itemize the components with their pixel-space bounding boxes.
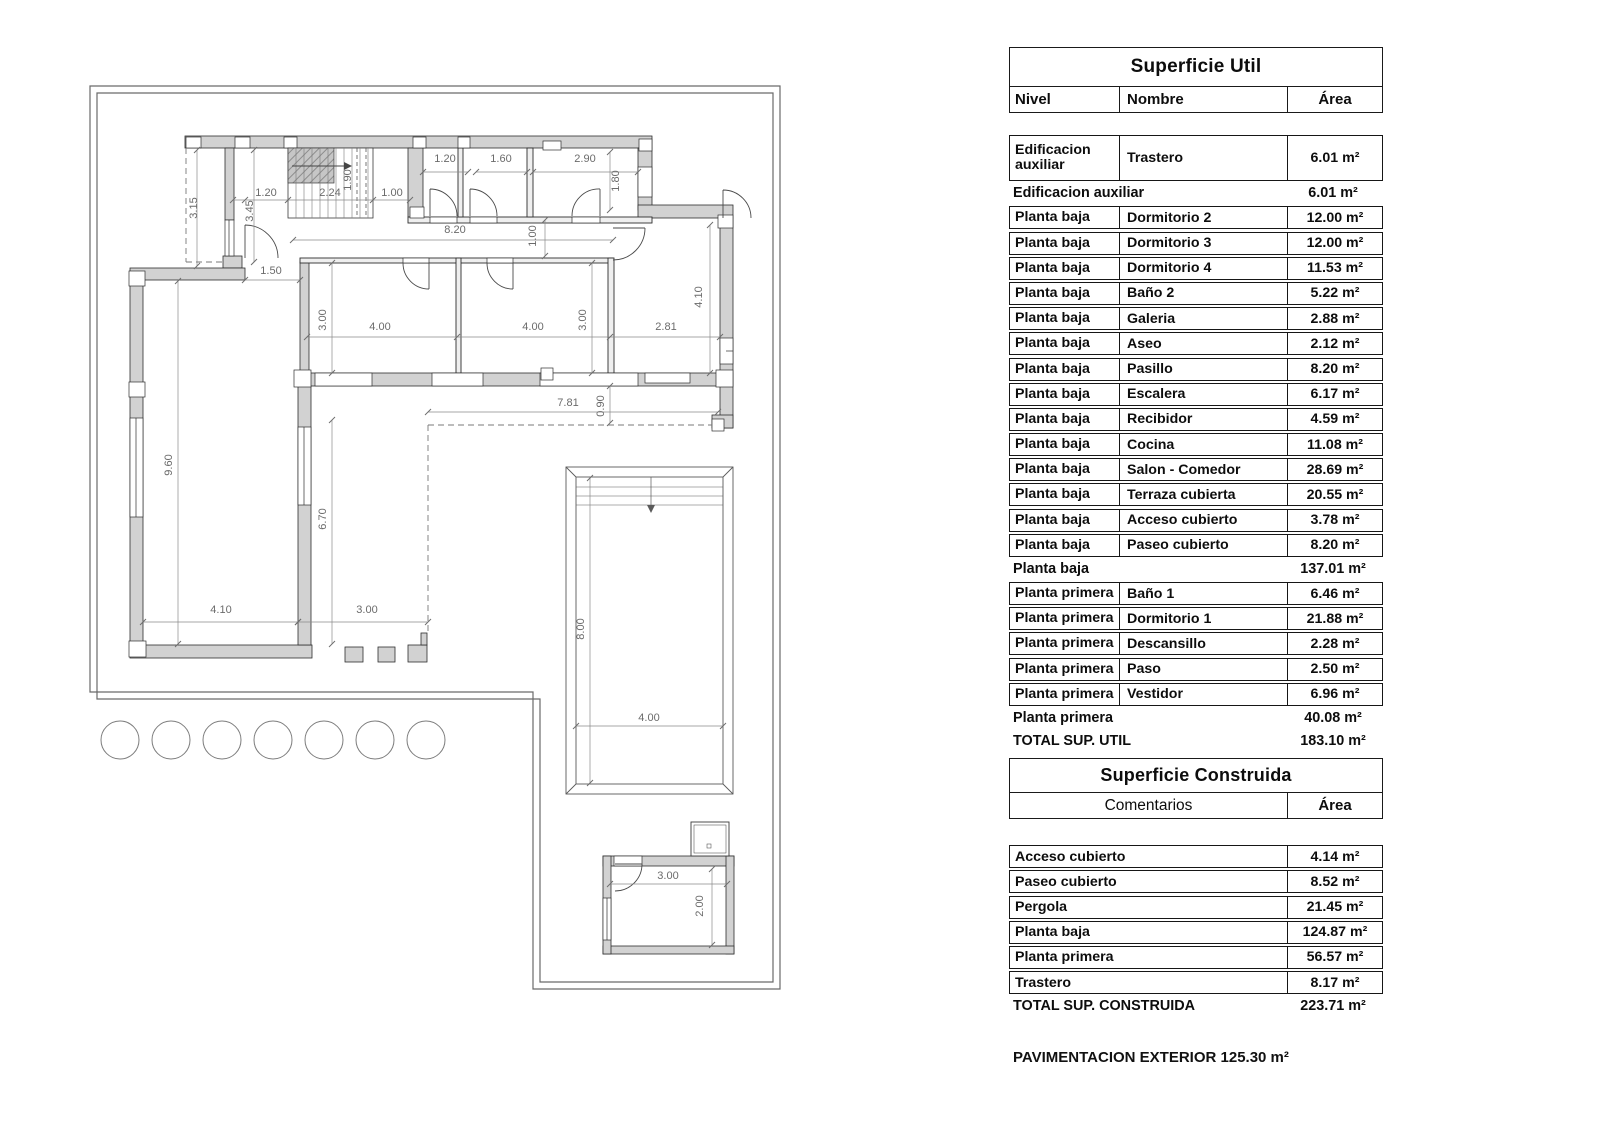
table-cell: 8.52 m²	[1310, 873, 1360, 890]
table-cell: Trastero	[1010, 972, 1288, 993]
table-cell: 21.45 m²	[1306, 899, 1364, 916]
dimension-label: 1.50	[260, 265, 282, 277]
table-cell: 2.50 m²	[1310, 661, 1360, 678]
table-cell: 8.20 m²	[1310, 537, 1360, 554]
table-cell: Planta baja	[1010, 459, 1120, 480]
table-cell: Planta baja	[1010, 308, 1120, 329]
staircase	[288, 148, 373, 218]
table-row	[1009, 232, 1383, 255]
table-row	[1009, 683, 1383, 706]
dimension-label: 9.60	[163, 454, 175, 476]
table-cell: Planta baja	[1010, 484, 1120, 505]
table-row	[1009, 534, 1383, 557]
table-row	[1009, 358, 1383, 381]
windows-and-pillars	[129, 137, 733, 940]
dimension-label: 1.00	[381, 187, 403, 199]
door-arcs	[245, 189, 751, 891]
superficie-construida-table	[1009, 758, 1383, 1017]
table-cell: Planta baja	[1010, 333, 1120, 354]
table-row	[1009, 607, 1383, 630]
table-cell: Planta primera	[1010, 947, 1288, 968]
superficie-util-title: Superficie Util	[1009, 47, 1383, 87]
dimension-label: 1.80	[610, 170, 622, 192]
table-row	[1009, 921, 1383, 944]
table-cell: 2.28 m²	[1310, 635, 1360, 652]
dimension-label: 0.90	[595, 395, 607, 417]
table-row	[1009, 870, 1383, 893]
table-row	[1009, 206, 1383, 229]
table-cell: Planta baja	[1010, 283, 1120, 304]
table-row	[1009, 658, 1383, 681]
summary-cell: Planta baja	[1013, 560, 1089, 577]
table-cell: Acceso cubierto	[1010, 846, 1288, 867]
table-row	[1009, 383, 1383, 406]
summary-row	[1009, 707, 1383, 729]
table-row	[1009, 408, 1383, 431]
dimension-label: 3.00	[657, 870, 679, 882]
dimension-label: 4.00	[522, 321, 544, 333]
storage-roof-box	[691, 822, 729, 856]
table-cell: 6.17 m²	[1310, 386, 1360, 403]
tree-icons	[101, 721, 445, 759]
superficie-construida-header-row	[1009, 793, 1383, 819]
table-cell: 2.88 m²	[1310, 310, 1360, 327]
summary-cell: TOTAL SUP. UTIL	[1013, 732, 1132, 749]
table-cell: Pasillo	[1120, 359, 1288, 380]
dimension-label: 2.81	[655, 321, 677, 333]
dimension-label: 4.10	[210, 604, 232, 616]
table-row	[1009, 257, 1383, 280]
table-row	[1009, 483, 1383, 506]
column-header-comentarios: Comentarios	[1010, 793, 1288, 818]
dimension-labels	[163, 153, 706, 917]
summary-row	[1009, 995, 1383, 1017]
dimension-label: 1.20	[434, 153, 456, 165]
column-header-area: Área	[1318, 91, 1352, 108]
table-cell: Planta baja	[1010, 409, 1120, 430]
table-cell: Planta primera	[1010, 684, 1120, 705]
table-cell: Aseo	[1120, 333, 1288, 354]
column-header-area: Área	[1318, 797, 1352, 814]
dimension-label: 2.00	[694, 895, 706, 917]
dimension-label: 4.10	[693, 286, 705, 308]
table-cell: Acceso cubierto	[1120, 510, 1288, 531]
table-row	[1009, 332, 1383, 355]
table-row	[1009, 135, 1383, 181]
summary-row	[1009, 558, 1383, 580]
superficie-construida-title: Superficie Construida	[1009, 758, 1383, 793]
table-row	[1009, 845, 1383, 868]
table-cell: Escalera	[1120, 384, 1288, 405]
superficie-util-table	[1009, 47, 1383, 752]
dimension-label: 3.00	[317, 309, 329, 331]
table-cell: 3.78 m²	[1310, 512, 1360, 529]
superficie-util-header-row	[1009, 87, 1383, 113]
swimming-pool	[566, 467, 733, 794]
dimension-label: 8.20	[444, 224, 466, 236]
table-cell: Trastero	[1120, 136, 1288, 180]
table-cell: Dormitorio 3	[1120, 233, 1288, 254]
dimension-label: 8.00	[575, 618, 587, 640]
table-cell: 28.69 m²	[1306, 461, 1364, 478]
table-row	[1009, 307, 1383, 330]
summary-cell: Edificacion auxiliar	[1013, 185, 1145, 202]
table-cell: Paseo cubierto	[1120, 535, 1288, 556]
table-cell: Salon - Comedor	[1120, 459, 1288, 480]
table-cell: Planta primera	[1010, 583, 1120, 604]
dimension-label: 1.60	[490, 153, 512, 165]
table-cell: Planta baja	[1010, 384, 1120, 405]
table-cell: 12.00 m²	[1306, 209, 1364, 226]
table-cell: Paseo cubierto	[1010, 871, 1288, 892]
dimension-label: 1.90	[342, 169, 354, 191]
table-cell: 2.12 m²	[1310, 335, 1360, 352]
table-cell: Planta primera	[1010, 659, 1120, 680]
dimension-label: 1.20	[255, 187, 277, 199]
table-row	[1009, 896, 1383, 919]
superficie-construida-body	[1009, 845, 1383, 1017]
table-cell: 11.08 m²	[1306, 436, 1363, 453]
summary-cell: 183.10 m²	[1300, 732, 1366, 749]
table-row	[1009, 946, 1383, 969]
pavimentacion-note: PAVIMENTACION EXTERIOR 125.30 m²	[1013, 1049, 1289, 1066]
table-cell: Planta baja	[1010, 510, 1120, 531]
table-cell: Terraza cubierta	[1120, 484, 1288, 505]
dimension-label: 2.90	[574, 153, 596, 165]
table-cell: Descansillo	[1120, 633, 1288, 654]
table-cell: Baño 1	[1120, 583, 1288, 604]
table-cell: Planta primera	[1010, 608, 1120, 629]
column-header-nombre: Nombre	[1120, 87, 1288, 112]
summary-cell: 137.01 m²	[1300, 560, 1366, 577]
table-cell: 124.87 m²	[1302, 924, 1368, 941]
table-cell: Planta baja	[1010, 922, 1288, 943]
dimension-label: 4.00	[638, 712, 660, 724]
table-cell: Recibidor	[1120, 409, 1288, 430]
table-cell: 56.57 m²	[1306, 949, 1364, 966]
dimension-label: 3.45	[244, 200, 256, 222]
table-cell: Planta baja	[1010, 207, 1120, 228]
table-row	[1009, 632, 1383, 655]
table-cell: Dormitorio 4	[1120, 258, 1288, 279]
table-cell: Pergola	[1010, 897, 1288, 918]
table-cell: Edificacion auxiliar	[1010, 136, 1120, 180]
table-row	[1009, 458, 1383, 481]
summary-cell: TOTAL SUP. CONSTRUIDA	[1013, 998, 1196, 1015]
superficie-util-body	[1009, 135, 1383, 752]
dimension-label: 6.70	[317, 508, 329, 530]
table-cell: Galeria	[1120, 308, 1288, 329]
dimension-label: 3.15	[188, 197, 200, 219]
table-cell: 6.96 m²	[1310, 686, 1360, 703]
table-cell: Planta primera	[1010, 633, 1120, 654]
table-cell: Dormitorio 2	[1120, 207, 1288, 228]
table-cell: 8.20 m²	[1310, 361, 1360, 377]
table-cell: 6.01 m²	[1310, 150, 1360, 167]
table-row	[1009, 582, 1383, 605]
table-cell: Planta baja	[1010, 359, 1120, 380]
table-cell: 21.88 m²	[1306, 610, 1364, 627]
summary-row	[1009, 730, 1383, 752]
table-row	[1009, 433, 1383, 456]
table-cell: Planta baja	[1010, 258, 1120, 279]
table-cell: 11.53 m²	[1306, 260, 1363, 277]
table-cell: 4.14 m²	[1310, 848, 1360, 865]
table-row	[1009, 971, 1383, 994]
table-cell: Planta baja	[1010, 535, 1120, 556]
table-row	[1009, 509, 1383, 532]
table-cell: Planta baja	[1010, 434, 1120, 455]
table-cell: 6.46 m²	[1310, 585, 1360, 602]
table-cell: 12.00 m²	[1306, 235, 1364, 252]
summary-cell: 40.08 m²	[1304, 709, 1362, 726]
table-row	[1009, 282, 1383, 305]
table-cell: Vestidor	[1120, 684, 1288, 705]
summary-cell: Planta primera	[1013, 709, 1113, 726]
dimension-label: 4.00	[369, 321, 391, 333]
table-cell: Paso	[1120, 659, 1288, 680]
table-cell: 8.17 m²	[1310, 974, 1360, 991]
summary-cell: 6.01 m²	[1308, 185, 1358, 202]
column-header-nivel: Nivel	[1010, 87, 1120, 112]
table-cell: 4.59 m²	[1310, 411, 1360, 428]
summary-cell: 223.71 m²	[1300, 998, 1366, 1015]
dimension-label: 1.00	[527, 225, 539, 247]
dimension-label: 2.24	[319, 187, 341, 199]
table-cell: Dormitorio 1	[1120, 608, 1288, 629]
summary-row	[1009, 182, 1383, 204]
dimension-label: 7.81	[557, 397, 579, 409]
table-cell: Cocina	[1120, 434, 1288, 455]
table-cell: Baño 2	[1120, 283, 1288, 304]
table-cell: 20.55 m²	[1306, 486, 1364, 503]
table-cell: 5.22 m²	[1310, 285, 1360, 302]
dimension-label: 3.00	[356, 604, 378, 616]
dimension-label: 3.00	[577, 309, 589, 331]
table-cell: Planta baja	[1010, 233, 1120, 254]
